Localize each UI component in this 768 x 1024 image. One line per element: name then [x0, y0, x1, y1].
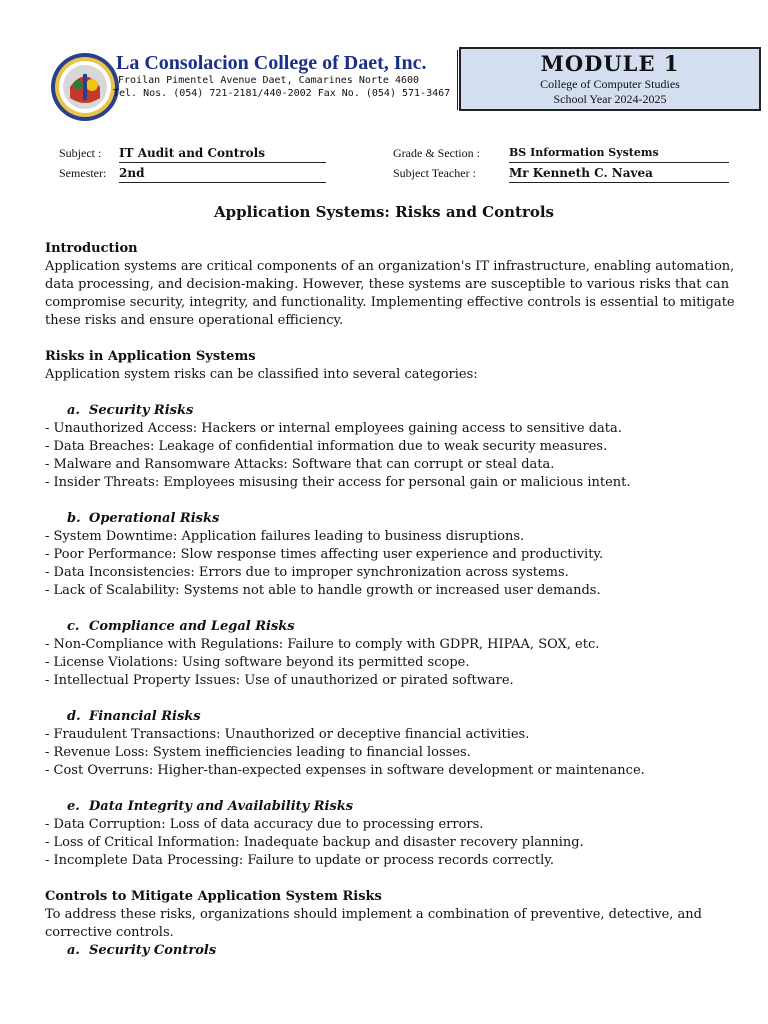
risk-item: - Poor Performance: Slow response times affecting user experience and productivity.: [45, 547, 604, 562]
controls-subheading-title: Security Controls: [89, 943, 217, 958]
intro-text: Application systems are critical components of an organization's IT infrastructure, enabling automation, data processing, and decision-making. However, these systems are susceptible to various risks that can compromise security, integrity, and functionality. Implementing effective controls is essential to mitigate these risks and ensure operational efficiency.: [45, 259, 735, 328]
risk-item: - Cost Overruns: Higher-than-expected expenses in software development or maintenance.: [45, 763, 645, 778]
grade-value: BS Information Systems: [509, 146, 729, 163]
risk-item: - Malware and Ransomware Attacks: Software that can corrupt or steal data.: [45, 457, 555, 472]
module-title: MODULE 1: [540, 51, 680, 76]
risks-heading: Risks in Application Systems: [45, 349, 256, 364]
risk-category-heading: [45, 510, 735, 528]
controls-heading: Controls to Mitigate Application System Risks: [45, 889, 382, 904]
risk-item: - Data Corruption: Loss of data accuracy due to processing errors.: [45, 817, 484, 832]
risk-category-title: Financial Risks: [89, 709, 201, 724]
risk-category-letter: e.: [67, 799, 80, 814]
document-body: [45, 240, 735, 960]
school-seal-icon: [50, 52, 120, 122]
address-line: Froilan Pimentel Avenue Daet, Camarines Norte 4600: [118, 75, 420, 86]
module-box: [459, 47, 761, 111]
controls-subheading: [45, 942, 735, 960]
risk-category-letter: b.: [67, 511, 81, 526]
school-year: School Year 2024-2025: [553, 92, 667, 106]
college-name: College of Computer Studies: [540, 77, 680, 91]
subject-label: Subject :: [59, 146, 102, 160]
risk-category-letter: c.: [67, 619, 80, 634]
semester-label: Semester:: [59, 166, 107, 180]
intro-heading: Introduction: [45, 241, 138, 256]
risks-text: Application system risks can be classified into several categories:: [45, 367, 478, 382]
teacher-label: Subject Teacher :: [393, 166, 476, 180]
risk-category-heading: [45, 618, 735, 636]
semester-value: 2nd: [119, 166, 326, 183]
risk-category-heading: [45, 708, 735, 726]
risk-item: - Lack of Scalability: Systems not able to handle growth or increased user demands.: [45, 583, 601, 598]
risk-item: - License Violations: Using software beyond its permitted scope.: [45, 655, 470, 670]
risk-category-heading: [45, 798, 735, 816]
grade-label: Grade & Section :: [393, 146, 480, 160]
risk-item: - Fraudulent Transactions: Unauthorized or deceptive financial activities.: [45, 727, 530, 742]
risk-category-letter: d.: [67, 709, 81, 724]
risk-item: - Non-Compliance with Regulations: Failure to comply with GDPR, HIPAA, SOX, etc.: [45, 637, 600, 652]
controls-subheading-letter: a.: [67, 943, 80, 958]
risk-item: - Intellectual Property Issues: Use of unauthorized or pirated software.: [45, 673, 514, 688]
risk-category-letter: a.: [67, 403, 80, 418]
document-title: [0, 203, 768, 221]
risk-categories: [45, 384, 735, 888]
school-name: La Consolacion College of Daet, Inc.: [116, 52, 427, 74]
risk-item: - Data Inconsistencies: Errors due to improper synchronization across systems.: [45, 565, 569, 580]
risk-item: - Unauthorized Access: Hackers or internal employees gaining access to sensitive data.: [45, 421, 622, 436]
risk-item: - Data Breaches: Leakage of confidential information due to weak security measures.: [45, 439, 608, 454]
teacher-value: Mr Kenneth C. Navea: [509, 166, 729, 183]
risk-category-title: Data Integrity and Availability Risks: [89, 799, 354, 814]
risk-item: - Revenue Loss: System inefficiencies leading to financial losses.: [45, 745, 471, 760]
risk-category-title: Compliance and Legal Risks: [89, 619, 295, 634]
risk-item: - Incomplete Data Processing: Failure to update or process records correctly.: [45, 853, 555, 868]
risk-item: - Loss of Critical Information: Inadequate backup and disaster recovery planning.: [45, 835, 584, 850]
risk-category-title: Security Risks: [89, 403, 194, 418]
risk-category-title: Operational Risks: [89, 511, 220, 526]
risk-item: - Insider Threats: Employees misusing their access for personal gain or malicious intent.: [45, 475, 631, 490]
school-address: [113, 74, 451, 100]
risk-item: - System Downtime: Application failures leading to business disruptions.: [45, 529, 525, 544]
contact-line: Tel. Nos. (054) 721-2181/440-2002 Fax No. (054) 571-3467: [113, 88, 451, 99]
risk-category-heading: [45, 402, 735, 420]
controls-text: To address these risks, organizations should implement a combination of preventive, detective, and corrective controls.: [45, 907, 703, 940]
subject-value: IT Audit and Controls: [119, 146, 326, 163]
document-title-text: Application Systems: Risks and Controls: [214, 203, 554, 221]
